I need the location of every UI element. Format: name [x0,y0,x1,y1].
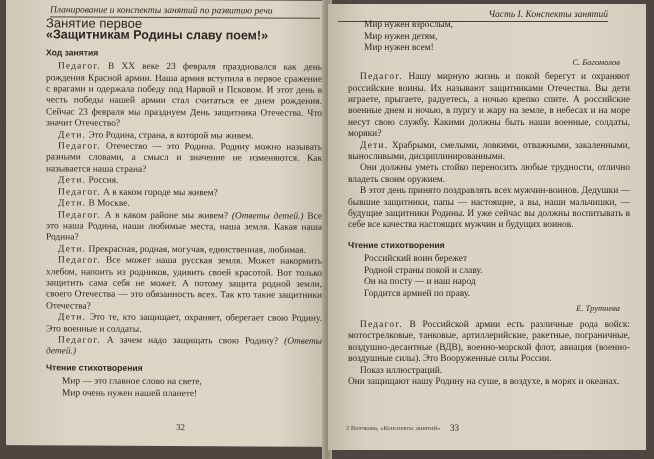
speaker: Педагог. [58,255,101,266]
running-head: Часть I. Конспекты занятий [338,10,608,22]
paragraph-text: Россия. [88,175,119,187]
poem-line: Мир нужен детям, [364,31,438,42]
poem-author: Е. Трутнева [576,302,620,313]
poem-line: Он на посту — и наш народ [364,277,476,288]
running-head: Планирование и конспекты занятий по развитию речи [50,5,320,18]
stage-note: (Ответы детей.) [46,336,323,357]
paragraph-text: Они защищают нашу Родину на суше, в воздухе, в морях и океанах. [348,377,620,388]
paragraph [46,210,322,246]
poem-line: Гордится армией по праву. [364,289,470,300]
stage-note: (Ответы детей.) [231,210,304,222]
speaker: Педагог. [360,320,403,331]
paragraph [348,377,630,388]
lesson-title: «Защитникам Родины славу поем!» [46,27,269,43]
right-page-content [348,20,630,389]
speaker: Дети. [58,312,87,323]
paragraph-text: А в каком районе мы живем? [104,210,229,221]
paragraph [348,366,630,377]
page-number: 33 [450,423,459,433]
paragraph [46,313,322,337]
section-heading: Чтение стихотворения [46,362,143,373]
section-heading: Ход занятия [46,47,99,58]
left-page-content [46,17,322,401]
imprint: 2 Волчкова, «Конспекты занятий» [346,425,441,432]
paragraph-text: Все это наша Родина, наши любимые места, наша земля. Какая наша Родина? [46,211,323,243]
paragraph [46,141,322,177]
paragraph-text: Нашу мирную жизнь и покой берегут и охраняют российские воины. Их называют защитниками Отечества. Вы дети играете, прыгаете, радуетесь, а ночью крепко спите. А российские военные днем и ночью, в пургу и жару на земле, в небесах и на море несут свою службу. Какими должны быть наши военные, солдаты, моряки? [348,72,631,140]
paragraph-text: А в каком городе мы живем? [103,187,218,198]
speaker: Дети. [58,130,87,141]
paragraph [348,141,630,164]
speaker: Педагог. [58,209,101,221]
paragraph-text: Показ иллюстраций. [360,365,443,376]
paragraph [46,335,322,359]
poem-line: Мир нужен всем! [364,43,434,54]
section-heading: Чтение стихотворения [348,239,445,250]
poem-line: Родной страны покой и славу. [364,265,483,276]
poem [364,20,630,55]
paragraph [46,62,322,132]
dialogue [46,62,322,360]
paragraph-text: Они должны уметь стойко переносить любые трудности, отлично владеть своим оружием. [348,163,630,185]
poem-line: Мир — это главное слово на свете, [62,376,202,388]
paragraph [46,255,322,313]
dialogue [348,320,630,388]
dialogue [348,72,630,232]
left-page [6,0,326,447]
paragraph-text: Прекрасная, родная, могучая, единственная, любимая. [88,244,306,256]
speaker: Педагог. [58,61,101,72]
poem-author: С. Богомолов [572,56,620,67]
paragraph-text: В этот день принято поздравлять всех мужчин-воинов. Дедушки — бывшие защитники, папы — настоящие, а вы, наши мальчишки, — будущие защитники Родины. И уже сейчас вы должны воспитывать в себе все качества настоящих мужчин и будущих воинов. [348,186,630,231]
paragraph-text: В Российской армии есть различные рода войск: мотострелковые, танковые, артиллерийские, ракетные, пограничные, воздушно-десантные (ВДВ), военно-морской флот, авиация (военно-воздушные силы). Это Вооруженные силы России. [348,320,631,365]
paragraph-text: В Москве. [88,198,130,209]
paragraph-text: Храбрыми, смелыми, ловкими, отважными, закаленными, выносливыми, дисциплинированными. [348,140,630,163]
paragraph-text: Отечество — это Родина. Родину можно называть разными словами, а смысл и значение не изменяются. Как называется наша страна? [46,141,323,175]
paragraph-text: А зачем надо защищать свою Родину? [106,335,279,347]
paragraph [348,186,630,232]
poem-line: Мир очень нужен нашей планете! [62,388,198,399]
poem-line: Мир нужен взрослым, [364,20,453,30]
speaker: Дети. [360,140,389,151]
speaker: Дети. [58,198,87,209]
speaker: Педагог. [58,141,101,152]
speaker: Дети. [58,244,87,255]
page-number: 32 [176,422,185,433]
paragraph-text: В XX веке 23 февраля праздновался как день рождения Красной армии. Наша армия вступила в первое сражение с врагами и одержала победу под Нарвой и Псковом. И этот день в честь победы нашей армии стал считаться ее днем рождения. Сейчас 23 февраля мы празднуем День защитника Отечества. Что значит Отечество? [46,61,323,130]
paragraph-text: Это те, кто защищает, охраняет, оберегает свою Родину. Это военные и солдаты. [46,312,323,335]
lesson-label: Занятие первое [46,15,143,31]
speaker: Педагог. [360,72,403,83]
right-page [328,4,646,450]
paragraph [348,320,630,366]
poem [62,377,322,402]
paragraph-text: Все может наша русская земля. Может накормить хлебом, напоить из родников, удивить своей красотой. Вот только защитить сама себя не может. А потому защита родной земли, своего Отечества — это обязанность всех. Так кто такие защитники Отечества? [46,255,322,312]
paragraph [348,72,630,140]
paragraph-text: Это Родина, страна, в которой мы живем. [88,130,254,142]
poem-line: Российский воин бережет [364,254,468,265]
speaker: Педагог. [58,187,101,198]
speaker: Дети. [58,175,87,186]
speaker: Педагог. [58,335,101,346]
poem [364,254,630,300]
paragraph [348,163,630,186]
